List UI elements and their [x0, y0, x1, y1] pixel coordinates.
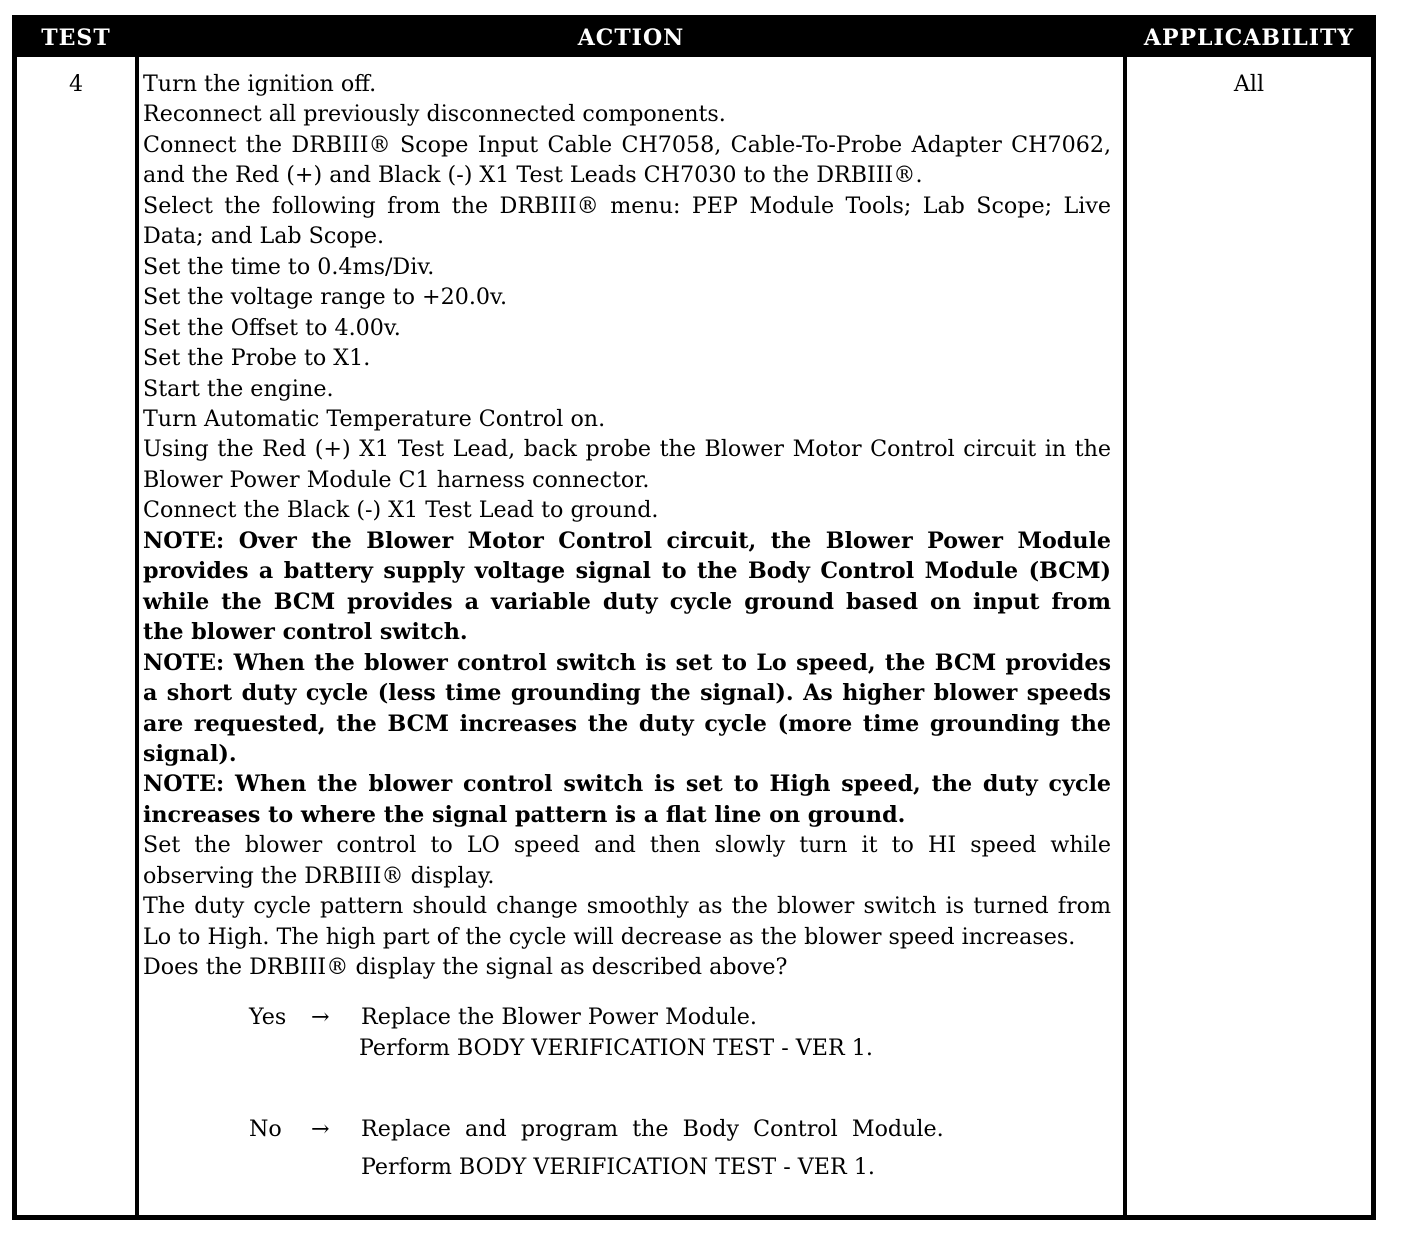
- yes-action-2: Perform BODY VERIFICATION TEST - VER 1.: [359, 1034, 873, 1061]
- note-line: while the BCM provides a variable duty cycle ground based on input from: [143, 588, 1111, 615]
- action-line: Connect the DRBIII® Scope Input Cable CH7058, Cable-To-Probe Adapter CH7062,: [143, 131, 1111, 158]
- note-line: are requested, the BCM increases the duty cycle (more time grounding the: [143, 710, 1111, 737]
- action-line: and the Red (+) and Black (-) X1 Test Leads CH7030 to the DRBIII®.: [143, 162, 923, 189]
- header-action: ACTION: [577, 25, 685, 51]
- header-test: TEST: [41, 25, 111, 51]
- action-line: Set the voltage range to +20.0v.: [143, 284, 507, 311]
- action-line: Lo to High. The high part of the cycle will decrease as the blower speed increases.: [143, 923, 1076, 950]
- no-result-line-2: [143, 1152, 1111, 1182]
- no-result: [143, 1114, 1111, 1144]
- no-label: No: [249, 1115, 282, 1142]
- note-line: the blower control switch.: [143, 619, 468, 646]
- yes-result: [143, 1002, 1111, 1032]
- test-table: [12, 15, 1376, 1220]
- arrow-icon: →: [311, 1003, 330, 1030]
- action-line: The duty cycle pattern should change smoothly as the blower switch is turned from: [143, 893, 1111, 920]
- action-line: Start the engine.: [143, 375, 334, 402]
- action-line: Set the time to 0.4ms/Div.: [143, 253, 435, 280]
- note-line: NOTE: When the blower control switch is set to High speed, the duty cycle: [143, 771, 1111, 798]
- no-action-2: Perform BODY VERIFICATION TEST - VER 1.: [361, 1153, 875, 1180]
- action-line: Data; and Lab Scope.: [143, 223, 385, 250]
- no-action-1: Replace and program the Body Control Module.: [361, 1115, 944, 1142]
- test-number: 4: [68, 71, 84, 97]
- table-header-row: [17, 20, 1371, 57]
- action-line: Reconnect all previously disconnected components.: [143, 101, 726, 128]
- applicability-value: All: [1233, 71, 1265, 97]
- note-line: a short duty cycle (less time grounding the signal). As higher blower speeds: [143, 680, 1111, 707]
- note-line: signal).: [143, 740, 237, 767]
- action-line: Select the following from the DRBIII® menu: PEP Module Tools; Lab Scope; Live: [143, 192, 1111, 219]
- column-divider: [135, 57, 139, 1215]
- action-line: observing the DRBIII® display.: [143, 862, 495, 889]
- action-text: [143, 69, 1111, 983]
- arrow-icon: →: [311, 1115, 330, 1142]
- action-line: Turn the ignition off.: [143, 71, 377, 97]
- action-line: Set the blower control to LO speed and then slowly turn it to HI speed while: [143, 832, 1111, 859]
- note-line: NOTE: When the blower control switch is set to Lo speed, the BCM provides: [143, 649, 1111, 676]
- test-number-cell: [17, 57, 135, 1215]
- action-cell: [143, 57, 1111, 1215]
- action-line: Turn Automatic Temperature Control on.: [143, 405, 606, 432]
- action-line: Set the Offset to 4.00v.: [143, 314, 401, 341]
- header-applicability: APPLICABILITY: [1143, 25, 1355, 51]
- action-line: Blower Power Module C1 harness connector.: [143, 466, 650, 493]
- applicability-cell: [1127, 57, 1371, 1215]
- action-line: Does the DRBIII® display the signal as described above?: [143, 954, 788, 981]
- yes-action-1: Replace the Blower Power Module.: [361, 1003, 757, 1030]
- action-line: Using the Red (+) X1 Test Lead, back probe the Blower Motor Control circuit in the: [143, 436, 1111, 463]
- action-line: Set the Probe to X1.: [143, 345, 371, 372]
- note-line: increases to where the signal pattern is a flat line on ground.: [143, 801, 906, 828]
- note-line: NOTE: Over the Blower Motor Control circuit, the Blower Power Module: [143, 527, 1111, 554]
- yes-label: Yes: [249, 1003, 287, 1030]
- action-line: Connect the Black (-) X1 Test Lead to ground.: [143, 497, 659, 524]
- note-line: provides a battery supply voltage signal to the Body Control Module (BCM): [143, 558, 1111, 585]
- yes-result-line-2: [143, 1033, 1111, 1063]
